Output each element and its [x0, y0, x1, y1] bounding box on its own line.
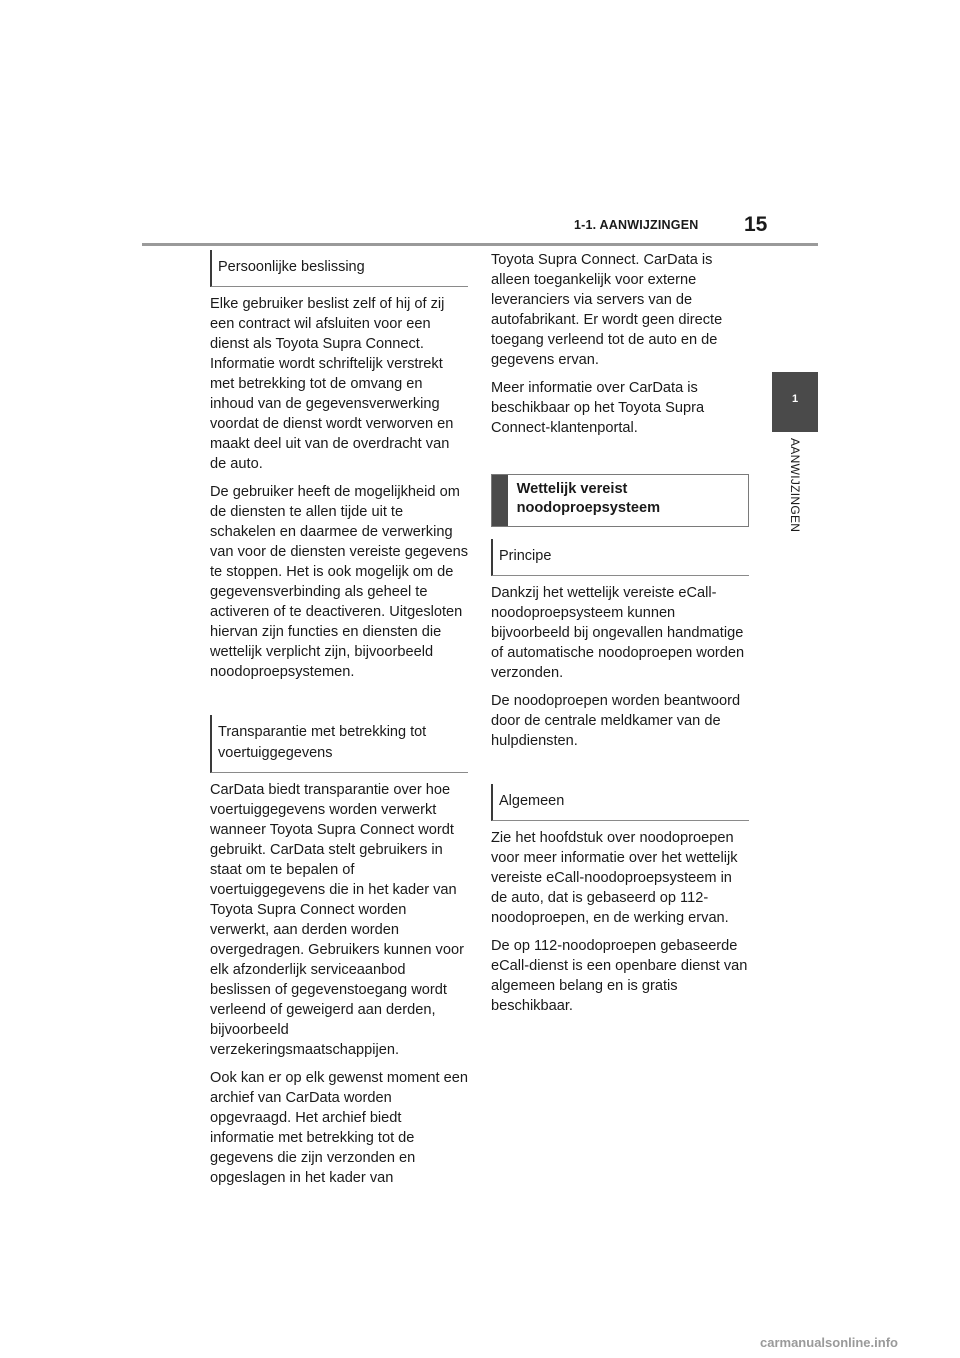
paragraph: CarData biedt transparantie over hoe voertuiggegevens worden verwerkt wanneer Toyota Supra Connect wordt gebruikt. CarData stelt gebruikers in staat om te bepalen of voertuiggegevens die in het kader van Toyota Supra Connect worden verwerkt, aan derden worden overgedragen. Gebruikers kunnen voor elk afzonderlijk serviceaanbod beslissen of gegevenstoegang wordt verleend of geweigerd aan derden, bijvoorbeeld verzekeringsmaatschappijen. [210, 782, 464, 1058]
header-rule [142, 243, 818, 246]
subheading-principe: Principe [491, 539, 749, 576]
chapter-tab-number: 1 [791, 393, 799, 405]
paragraph: Elke gebruiker beslist zelf of hij of zij een contract wil afsluiten voor een dienst als Toyota Supra Connect. Informatie wordt schriftelijk verstrekt met betrekking tot de omvang en inhoud van de gegevensverwerking voordat de dienst wordt verworven en maakt deel uit van de overdracht van de auto. [210, 296, 454, 472]
section-title: 1-1. AANWIJZINGEN [574, 218, 699, 232]
section-title-text: Wettelijk vereist noodoproepsysteem [516, 481, 661, 516]
paragraph: Ook kan er op elk gewenst moment een archief van CarData worden opgevraagd. Het archief biedt informatie met betrekking tot de gegevens die zijn verzonden en opgeslagen in het kader van [210, 1070, 468, 1186]
chapter-tab-label: AANWIJZINGEN [788, 438, 802, 533]
paragraph: De gebruiker heeft de mogelijkheid om de diensten te allen tijde uit te schakelen en daarmee de verwerking van voor de diensten vereiste gegevens te stoppen. Het is ook mogelijk om de gegevensverbinding als geheel te activeren of te deactiveren. Uitgesloten hiervan zijn functies en diensten die wettelijk verplicht zijn, bijvoorbeeld noodoproepsystemen. [210, 484, 468, 680]
paragraph: De op 112-noodoproepen gebaseerde eCall-dienst is een openbare dienst van algemeen belang en is gratis beschikbaar. [491, 938, 748, 1014]
section-title-box [491, 474, 749, 527]
paragraph: Meer informatie over CarData is beschikbaar op het Toyota Supra Connect-klantenportal. [491, 380, 705, 436]
subheading-persoonlijke-beslissing: Persoonlijke beslissing [210, 250, 468, 287]
page-number: 15 [744, 213, 768, 236]
chapter-tab-label-wrap [775, 438, 815, 558]
section-title-bar [492, 475, 508, 526]
watermark: carmanualsonline.info [760, 1335, 898, 1350]
paragraph: Dankzij het wettelijk vereiste eCall-noodoproepsysteem kunnen bijvoorbeeld bij ongevallen handmatige of automatische noodoproepen worden verzonden. [491, 585, 745, 681]
right-column [491, 250, 749, 1024]
paragraph: Zie het hoofdstuk over noodoproepen voor meer informatie over het wettelijk vereiste eCall-noodoproepsysteem in de auto, dat is gebaseerd op 112-noodoproepen, en de werking ervan. [491, 830, 738, 926]
paragraph: De noodoproepen worden beantwoord door de centrale meldkamer van de hulpdiensten. [491, 693, 741, 749]
subheading-transparantie: Transparantie met betrekking tot voertuiggegevens [210, 715, 468, 773]
paragraph: Toyota Supra Connect. CarData is alleen toegankelijk voor externe leveranciers via servers van de autofabrikant. Er wordt geen directe toegang verleend tot de auto en de gegevens ervan. [491, 252, 723, 368]
subheading-algemeen: Algemeen [491, 784, 749, 821]
chapter-tab [772, 372, 818, 432]
left-column [210, 250, 468, 1196]
